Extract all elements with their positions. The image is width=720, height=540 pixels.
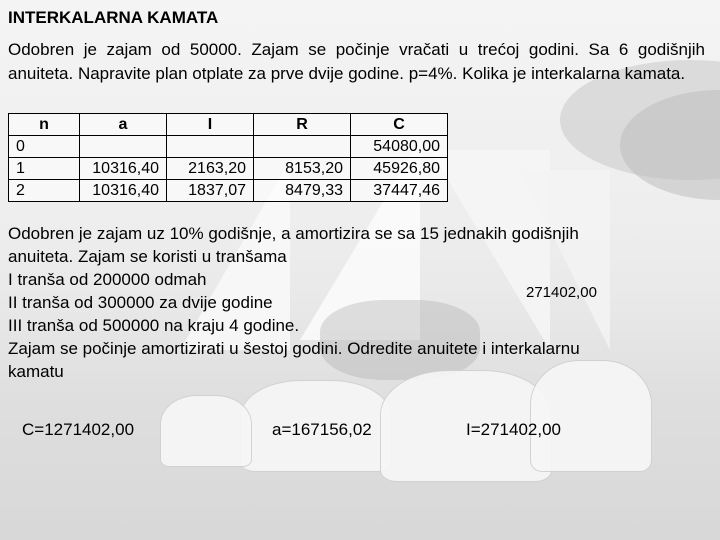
cell-c: 45926,80: [351, 158, 448, 180]
table-header-row: [9, 114, 448, 136]
table-row: [9, 136, 448, 158]
cell-r: [254, 136, 351, 158]
cell-n: 1: [9, 158, 80, 180]
problem-2-line: III tranša od 500000 na kraju 4 godine.: [8, 316, 300, 335]
problem-2-line: II tranša od 300000 za dvije godine: [8, 293, 273, 312]
cell-i: 2163,20: [167, 158, 254, 180]
cell-n: 2: [9, 180, 80, 202]
cell-a: 10316,40: [80, 180, 167, 202]
slide-title: INTERKALARNA KAMATA: [8, 8, 219, 27]
cell-i: 1837,07: [167, 180, 254, 202]
answer-i: I=271402,00: [466, 420, 562, 439]
cell-n: 0: [9, 136, 80, 158]
table-row: [9, 158, 448, 180]
problem-2-line: kamatu: [8, 362, 64, 381]
amortization-table: [8, 113, 448, 202]
cell-c: 54080,00: [351, 136, 448, 158]
problem-2-line: I tranša od 200000 odmah: [8, 270, 207, 289]
cell-i: [167, 136, 254, 158]
answer-a: a=167156,02: [272, 420, 372, 439]
table-row: [9, 180, 448, 202]
cell-r: 8153,20: [254, 158, 351, 180]
intercalary-note: 271402,00: [526, 284, 597, 301]
header-i: I: [167, 114, 254, 136]
problem-2-line: Zajam se počinje amortizirati u šestoj godini. Odredite anuitete i interkalarnu: [8, 339, 580, 358]
problem-2-text: [8, 222, 708, 383]
header-c: C: [351, 114, 448, 136]
cell-a: [80, 136, 167, 158]
cell-a: 10316,40: [80, 158, 167, 180]
cell-c: 37447,46: [351, 180, 448, 202]
problem-2-line: anuiteta. Zajam se koristi u tranšama: [8, 247, 287, 266]
cell-r: 8479,33: [254, 180, 351, 202]
header-n: n: [9, 114, 80, 136]
header-r: R: [254, 114, 351, 136]
problem-1-text: Odobren je zajam od 50000. Zajam se počinje vračati u trećoj godini. Sa 6 godišnjih anuiteta. Napravite plan otplate za prve dvije godine. p=4%. Kolika je interkalarna kamata.: [8, 40, 705, 83]
answer-c: C=1271402,00: [22, 420, 135, 439]
header-a: a: [80, 114, 167, 136]
problem-2-line: Odobren je zajam uz 10% godišnje, a amortizira se sa 15 jednakih godišnjih: [8, 224, 579, 243]
